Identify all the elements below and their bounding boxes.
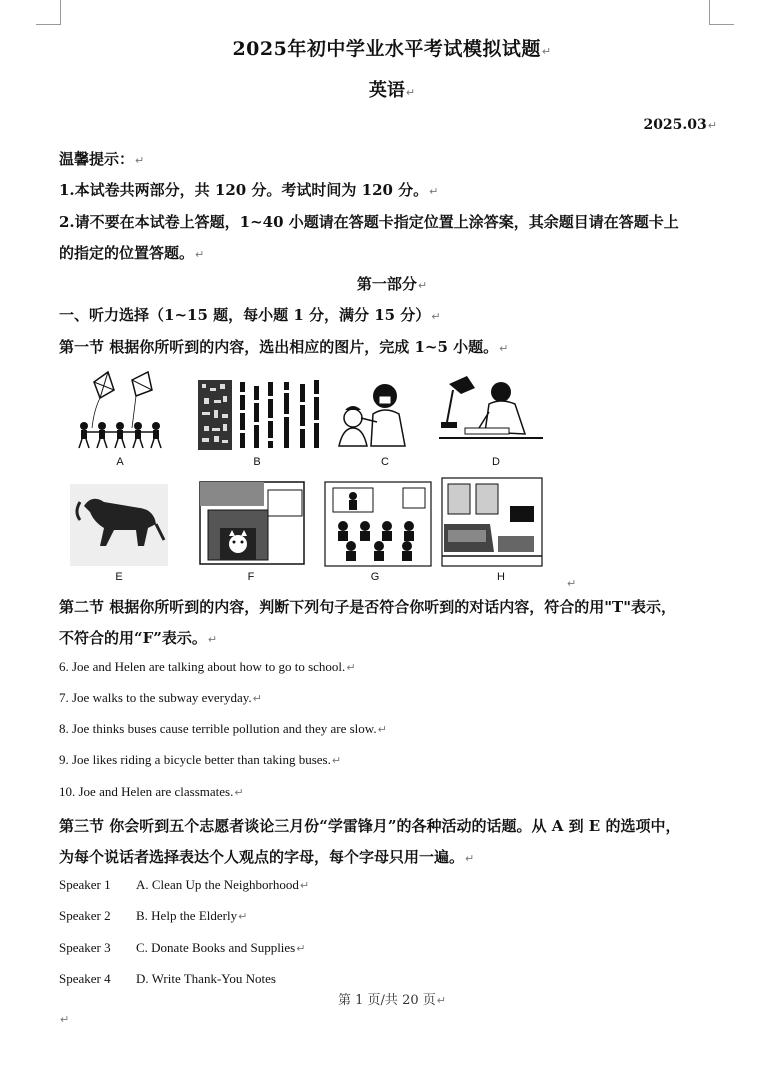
part-one-heading: 第一部分↵ (356, 275, 428, 293)
living-room-icon (440, 476, 544, 568)
section-three-instruction: 第三节 你会听到五个志愿者谈论三月份“学雷锋月”的各种活动的话题。从 A 到 E 的选项中， (59, 817, 681, 835)
statement-9: 9. Joe likes riding a bicycle better than taking buses.↵ (59, 752, 342, 767)
section-two-instruction-cont: 不符合的用“F”表示。↵ (59, 629, 218, 647)
picture-f (198, 480, 306, 566)
studying-lamp-icon (439, 374, 543, 446)
tips-line-2-cont: 的指定的位置答题。↵ (59, 244, 205, 262)
dog-kennel-icon (198, 480, 306, 566)
subject-title: 英语↵ (368, 80, 416, 101)
speaker-4-label: Speaker 4 (59, 971, 111, 986)
picture-b-label: B (253, 456, 261, 468)
statement-10: 10. Joe and Helen are classmates.↵ (59, 784, 244, 799)
page-corner-mark-left (36, 0, 61, 25)
page-footer: 第 1 页/共 20 页↵ (338, 993, 446, 1008)
picture-e-label: E (115, 571, 123, 583)
calligraphy-icon (196, 378, 324, 452)
statement-6: 6. Joe and Helen are talking about how to go to school.↵ (59, 659, 356, 674)
picture-g-label: G (370, 571, 380, 583)
picture-h-label: H (497, 571, 505, 583)
exam-date: 2025.03↵ (643, 117, 717, 133)
picture-b (196, 378, 324, 452)
classroom-icon (323, 480, 433, 568)
speaker-2-label: Speaker 2 (59, 908, 111, 923)
dentist-icon (335, 380, 417, 448)
trailing-paragraph-mark: ↵ (60, 1013, 70, 1026)
speaker-2-option: B. Help the Elderly↵ (136, 908, 248, 923)
pictures-paragraph-mark: ↵ (567, 577, 577, 590)
picture-d (439, 374, 543, 446)
picture-c-label: C (381, 456, 389, 468)
tips-line-2: 2.请不要在本试卷上答题，1~40 小题请在答题卡指定位置上涂答案，其余题目请在答题卡上 (59, 213, 679, 231)
statement-7: 7. Joe walks to the subway everyday.↵ (59, 690, 262, 705)
speaker-3-label: Speaker 3 (59, 940, 111, 955)
section-one-instruction: 第一节 根据你所听到的内容，选出相应的图片，完成 1~5 小题。↵ (59, 338, 509, 356)
picture-g (323, 480, 433, 568)
tips-line-1: 1.本试卷共两部分，共 120 分。考试时间为 120 分。↵ (59, 181, 439, 199)
section-three-instruction-cont: 为每个说话者选择表达个人观点的字母，每个字母只用一遍。↵ (59, 848, 475, 866)
speaker-1-label: Speaker 1 (59, 877, 111, 892)
picture-a-label: A (116, 456, 124, 468)
horse-painting-icon (70, 484, 168, 566)
section-two-instruction: 第二节 根据你所听到的内容，判断下列句子是否符合你听到的对话内容，符合的用"T"表示， (59, 598, 677, 616)
listening-heading: 一、听力选择（1~15 题，每小题 1 分，满分 15 分）↵ (59, 306, 441, 324)
speaker-1-option: A. Clean Up the Neighborhood↵ (136, 877, 310, 892)
picture-d-label: D (492, 456, 500, 468)
picture-h (440, 476, 544, 568)
picture-e (70, 484, 168, 566)
kite-children-icon (74, 370, 166, 452)
page-corner-mark-right (709, 0, 734, 25)
picture-a (74, 370, 166, 452)
exam-title: 2025年初中学业水平考试模拟试题↵ (232, 38, 552, 60)
speaker-3-option: C. Donate Books and Supplies↵ (136, 940, 306, 955)
picture-f-label: F (247, 571, 255, 583)
tips-heading: 温馨提示：↵ (59, 150, 145, 168)
speaker-4-option: D. Write Thank-You Notes (136, 971, 276, 986)
picture-c (335, 380, 417, 448)
statement-8: 8. Joe thinks buses cause terrible pollution and they are slow.↵ (59, 721, 387, 736)
